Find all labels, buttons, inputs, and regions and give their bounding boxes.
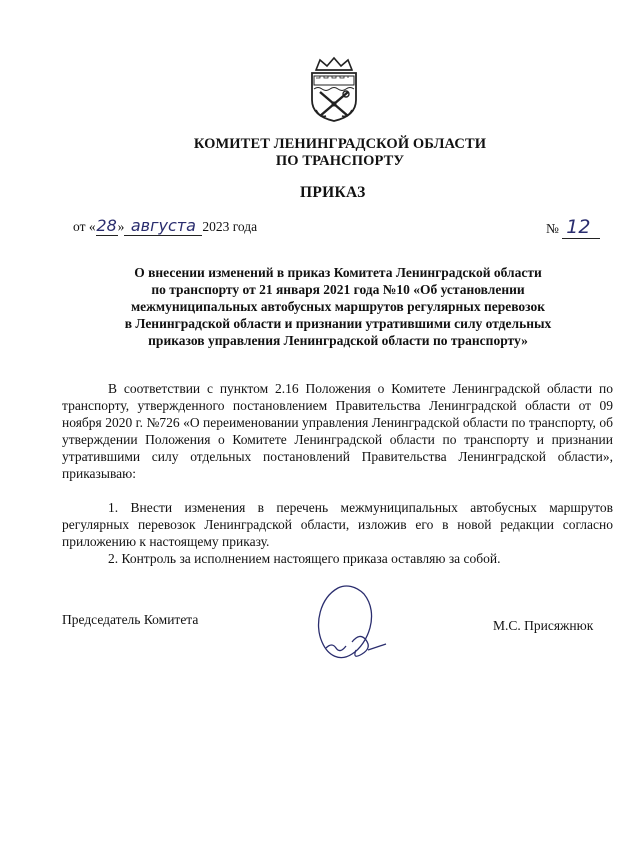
subject-line: в Ленинградской области и признании утратившими силу отдельных bbox=[124, 316, 552, 331]
order-item-1: 1. Внести изменения в перечень межмуниципальных автобусных маршрутов регулярных перевозок Ленинградской области, изложив его в новой редакции согласно приложению к настоящему приказу. bbox=[62, 500, 613, 549]
number-prefix: № bbox=[546, 221, 559, 236]
subject-line: межмуниципальных автобусных маршрутов регулярных перевозок bbox=[130, 299, 546, 314]
number-handwritten: 12 bbox=[562, 216, 600, 239]
document-number bbox=[546, 216, 600, 239]
organization-name-line2: ПО ТРАНСПОРТУ bbox=[275, 153, 405, 169]
signatory-position: Председатель Комитета bbox=[62, 612, 199, 627]
coat-of-arms-emblem bbox=[300, 56, 368, 122]
order-item-2: 2. Контроль за исполнением настоящего приказа оставляю за собой. bbox=[108, 551, 501, 566]
subject-line: приказов управления Ленинградской области по транспорту» bbox=[148, 333, 528, 348]
handwritten-signature bbox=[300, 584, 410, 666]
subject-line: по транспорту от 21 января 2021 года №10 «Об установлении bbox=[151, 282, 525, 297]
subject-line: О внесении изменений в приказ Комитета Ленинградской области bbox=[134, 265, 542, 280]
preamble-paragraph: В соответствии с пунктом 2.16 Положения о Комитете Ленинградской области по транспорту, утвержденного постановлением Правительства Ленинградской области от 09 ноября 2020 г. №726 «О переименовании управления Ленинградской области по транспорту, об утверждении Положения о Комитете Ленинградской области по транспорту и признании утратившими силу отдельных постановлений Правительства Ленинградской области», приказываю: bbox=[62, 381, 613, 481]
date-month-handwritten: августа bbox=[124, 216, 202, 236]
date-prefix: от « bbox=[73, 219, 96, 234]
date-quote-close: » bbox=[117, 219, 125, 234]
order-subject bbox=[96, 264, 580, 349]
organization-name-line1: КОМИТЕТ ЛЕНИНГРАДСКОЙ ОБЛАСТИ bbox=[193, 136, 487, 152]
date-day-handwritten: 28 bbox=[96, 216, 117, 235]
document-date bbox=[73, 216, 257, 236]
signatory-name: М.С. Присяжнюк bbox=[493, 618, 594, 633]
order-body bbox=[62, 380, 613, 567]
date-year: 2023 года bbox=[202, 219, 258, 234]
document-type-title: ПРИКАЗ bbox=[300, 184, 366, 201]
